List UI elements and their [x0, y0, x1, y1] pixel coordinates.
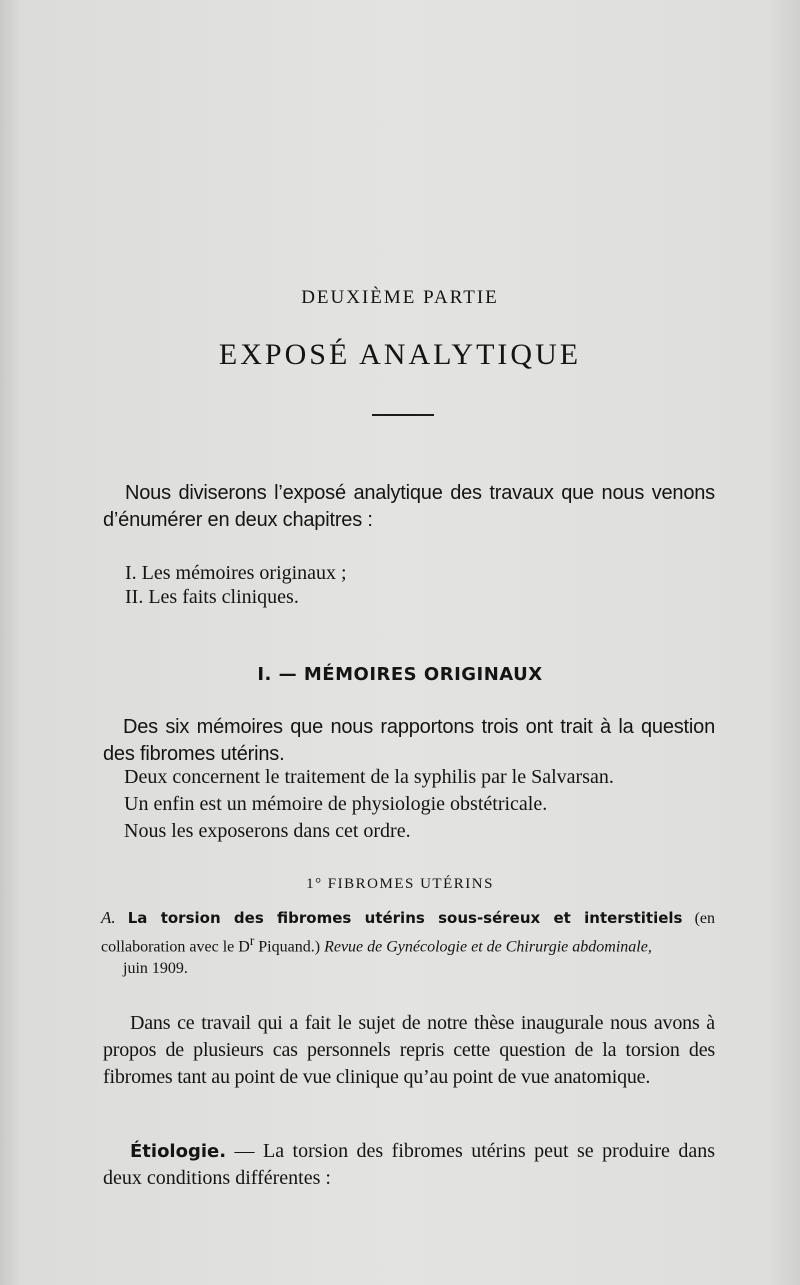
reference-journal: Revue de Gynécologie et de Chirurgie abdominale, [324, 938, 652, 956]
subheading-fibromes: 1° FIBROMES UTÉRINS [306, 876, 494, 892]
main-title: EXPOSÉ ANALYTIQUE [218, 338, 582, 371]
reference-letter: A. [101, 908, 116, 927]
title-divider [372, 414, 434, 416]
line-physiologie: Un enfin est un mémoire de physiologie obstétricale. [124, 793, 548, 815]
line-salvarsan: Deux concernent le traitement de la syphilis par le Salvarsan. [124, 766, 614, 788]
section-heading: I. — MÉMOIRES ORIGINAUX [257, 664, 543, 685]
etiologie-text: — La torsion des fibromes utérins peut se produire dans deux conditions différentes : [103, 1140, 715, 1189]
etiologie-paragraph [103, 1138, 715, 1191]
list-item-2: II. Les faits cliniques. [125, 586, 299, 608]
list-item-1: I. Les mémoires originaux ; [125, 562, 347, 584]
line-ordre: Nous les exposerons dans cet ordre. [124, 820, 411, 842]
reference-collab-start: (en collaboration avec le D [101, 910, 715, 956]
reference-title: La torsion des fibromes utérins sous-séreux et interstitiels [127, 909, 683, 927]
reference-collab-sup: r [249, 933, 255, 948]
reference-collab-end: Piquand.) [254, 938, 321, 956]
reference-entry [101, 907, 715, 980]
six-memoires-paragraph: Des six mémoires que nous rapportons trois ont trait à la question des fibromes utérins. [103, 716, 715, 765]
intro-paragraph: Nous diviserons l’exposé analytique des travaux que nous venons d’énumérer en deux chapitres : [103, 482, 715, 531]
reference-date: juin 1909. [123, 960, 188, 978]
body-paragraph: Dans ce travail qui a fait le sujet de notre thèse inaugurale nous avons à propos de plusieurs cas personnels repris cette question de la torsion des fibromes tant au point de vue clinique qu’au point de vue anatomique. [103, 1012, 715, 1088]
etiologie-label: Étiologie. [130, 1141, 227, 1162]
part-heading: DEUXIÈME PARTIE [301, 287, 499, 308]
